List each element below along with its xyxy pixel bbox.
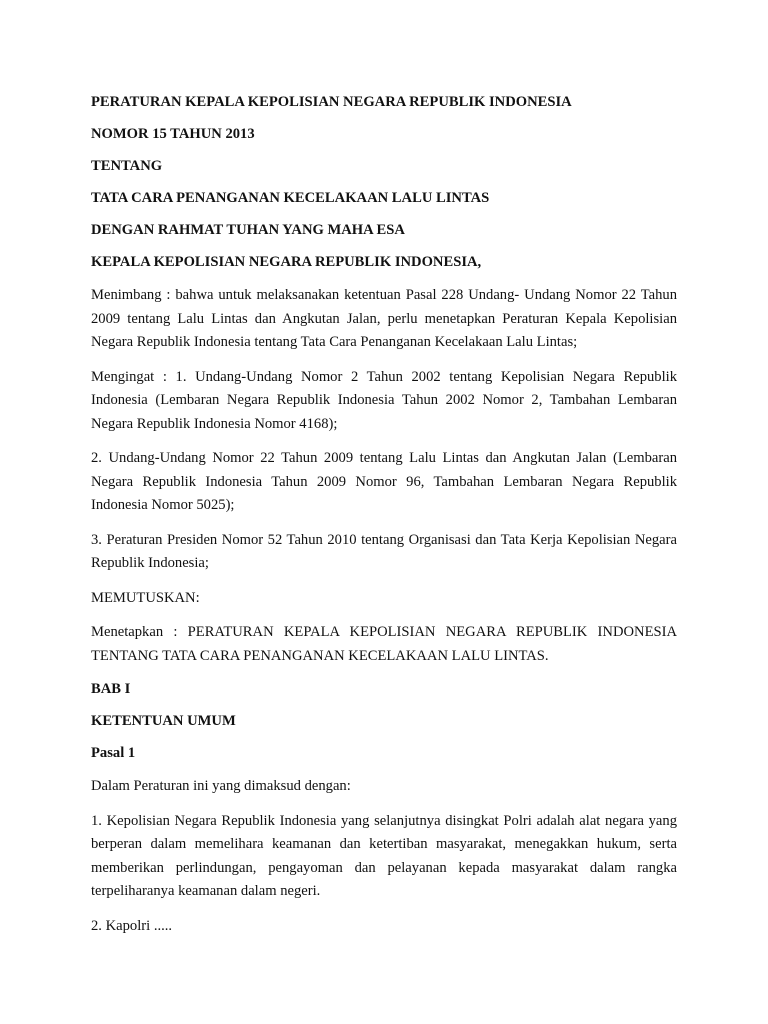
invocation: DENGAN RAHMAT TUHAN YANG MAHA ESA xyxy=(91,222,405,238)
article-number: Pasal 1 xyxy=(91,745,136,761)
regulation-subject: TATA CARA PENANGANAN KECELAKAAN LALU LINTAS xyxy=(91,190,490,206)
memutuskan-label: MEMUTUSKAN: xyxy=(91,589,200,606)
article-intro: Dalam Peraturan ini yang dimaksud dengan: xyxy=(91,778,351,794)
regulation-number: NOMOR 15 TAHUN 2013 xyxy=(91,126,255,142)
document-page xyxy=(91,92,677,949)
mengingat-item-3: 3. Peraturan Presiden Nomor 52 Tahun 2010 tentang Organisasi dan Tata Kerja Kepolisian Negara Republik Indonesia; xyxy=(91,531,677,571)
definition-item-2: 2. Kapolri ..... xyxy=(91,917,173,934)
chapter-title: KETENTUAN UMUM xyxy=(91,713,236,729)
mengingat-item-1: Mengingat : 1. Undang-Undang Nomor 2 Tahun 2002 tentang Kepolisian Negara Republik Indonesia (Lembaran Negara Republik Indonesia Tahun 2002 Nomor 2, Tambahan Lembaran Negara Republik Indonesia Nomor 4168); xyxy=(91,368,677,432)
menetapkan-paragraph: Menetapkan : PERATURAN KEPALA KEPOLISIAN NEGARA REPUBLIK INDONESIA TENTANG TATA CARA PENANGANAN KECELAKAAN LALU LINTAS. xyxy=(91,624,677,664)
chapter-number: BAB I xyxy=(91,681,131,697)
definition-item-1: 1. Kepolisian Negara Republik Indonesia yang selanjutnya disingkat Polri adalah alat negara yang berperan dalam memelihara keamanan dan ketertiban masyarakat, menegakkan hukum, serta memberikan perlindungan, pengayoman dan pelayanan kepada masyarakat dalam rangka terpeliharanya keamanan dalam negeri. xyxy=(91,812,677,899)
menimbang-paragraph: Menimbang : bahwa untuk melaksanakan ketentuan Pasal 228 Undang- Undang Nomor 22 Tahun 2009 tentang Lalu Lintas dan Angkutan Jalan, perlu menetapkan Peraturan Kepala Kepolisian Negara Republik Indonesia tentang Tata Cara Penanganan Kecelakaan Lalu Lintas; xyxy=(91,287,677,350)
mengingat-item-2: 2. Undang-Undang Nomor 22 Tahun 2009 tentang Lalu Lintas dan Angkutan Jalan (Lembaran Negara Republik Indonesia Tahun 2009 Nomor 96, Tambahan Lembaran Negara Republik Indonesia Nomor 5025); xyxy=(91,450,677,513)
regulation-tentang: TENTANG xyxy=(91,158,163,174)
regulation-title: PERATURAN KEPALA KEPOLISIAN NEGARA REPUBLIK INDONESIA xyxy=(91,94,572,110)
issuer: KEPALA KEPOLISIAN NEGARA REPUBLIK INDONESIA, xyxy=(91,254,482,270)
